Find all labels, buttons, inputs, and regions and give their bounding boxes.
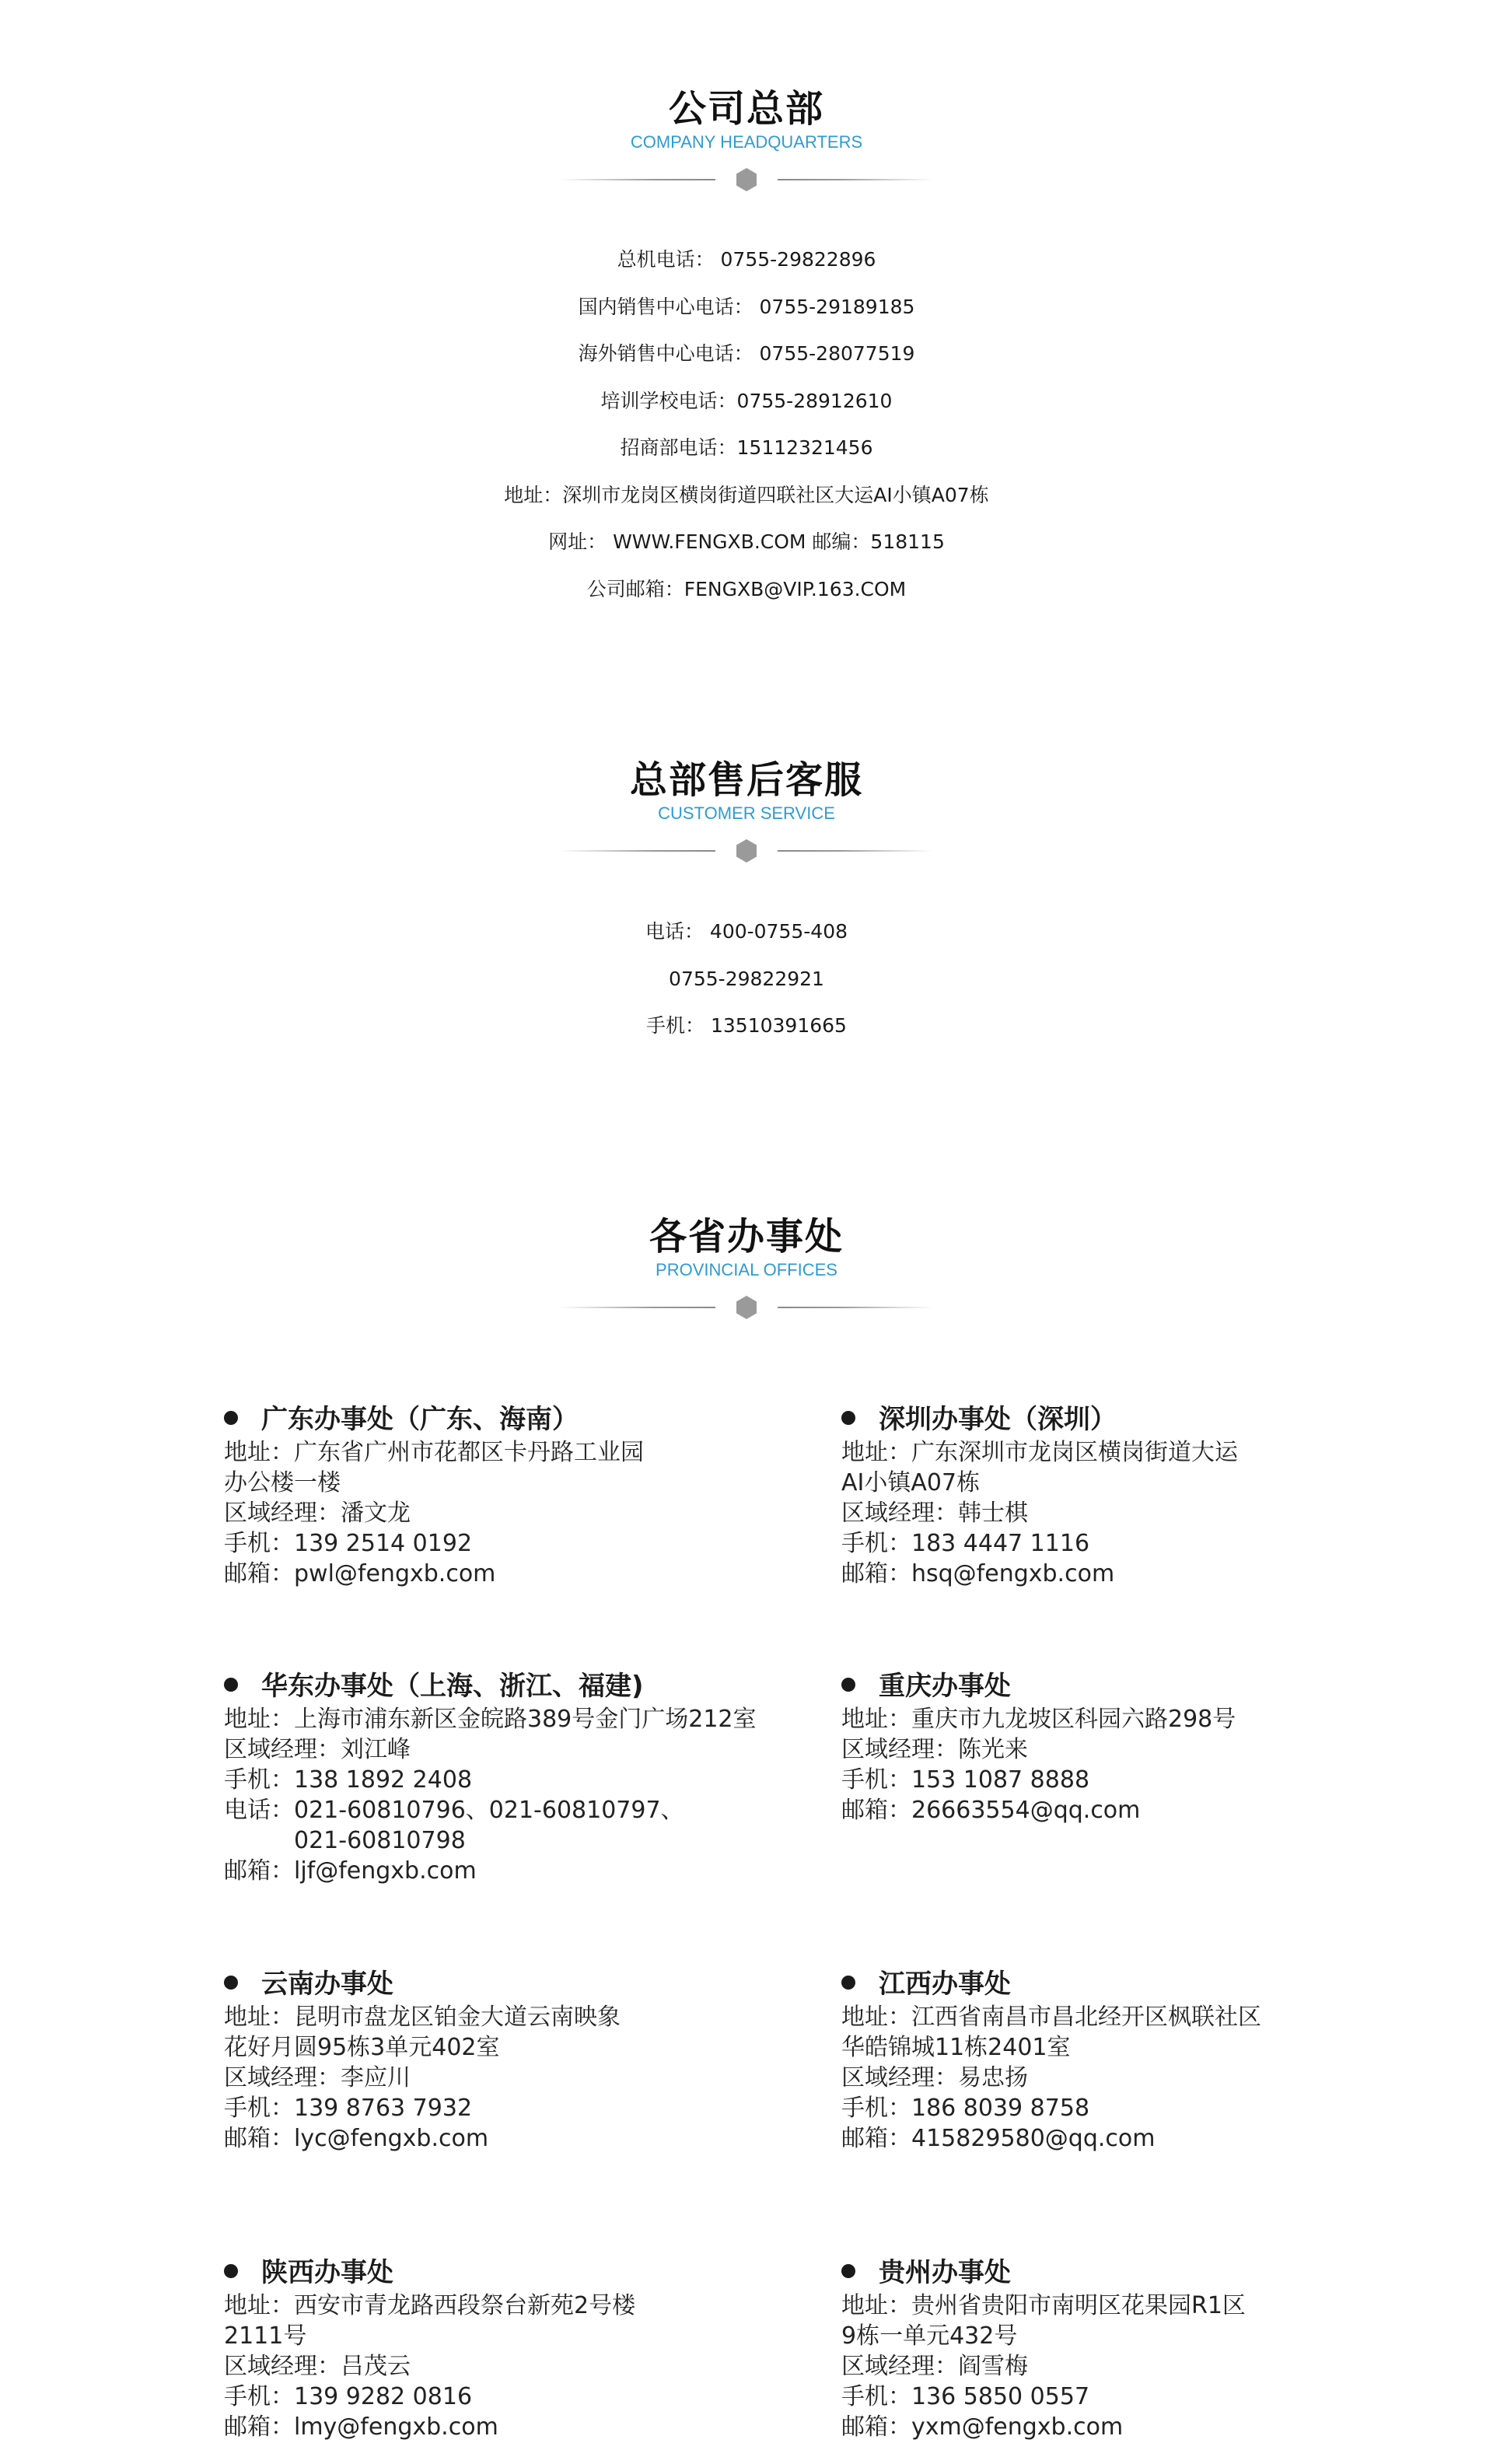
headquarters-subtitle: COMPANY HEADQUARTERS: [630, 132, 863, 152]
office-mobile: 手机：138 1892 2408: [224, 1766, 473, 1794]
hexagon-icon: [736, 168, 757, 191]
office-address-cont: 华皓锦城11栋2401室: [841, 2034, 1071, 2061]
bullet-icon: [224, 2264, 238, 2278]
service-title: 总部售后客服: [629, 758, 863, 802]
headquarters-header: [0, 87, 1493, 191]
divider-line-left: [560, 179, 715, 180]
office-name: 江西办事处: [841, 1966, 1432, 2002]
office-address: 地址：西安市青龙路西段祭台新苑2号楼: [224, 2292, 636, 2319]
hq-email: 公司邮箱：FENGXB@VIP.163.COM: [586, 577, 907, 600]
office-manager: 区域经理：易忠扬: [841, 2064, 1028, 2091]
office-name: 深圳办事处（深圳）: [841, 1402, 1432, 1437]
bullet-icon: [841, 1976, 855, 1990]
service-header: [0, 758, 1493, 863]
office-email: 邮箱：lmy@fengxb.com: [224, 2413, 498, 2441]
provincial-header: [0, 1215, 1493, 1319]
office-phone: 电话：021-60810796、021-60810797、: [224, 1797, 684, 1824]
office-name: 陕西办事处: [224, 2255, 815, 2291]
office-mobile: 手机：186 8039 8758: [841, 2095, 1090, 2122]
office-address: 地址：贵州省贵阳市南明区花果园R1区: [841, 2292, 1246, 2319]
office-name: 云南办事处: [224, 1966, 815, 2002]
divider-line-right: [778, 179, 933, 180]
office-address: 地址：昆明市盘龙区铂金大道云南映象: [224, 2004, 621, 2031]
provincial-title: 各省办事处: [649, 1215, 844, 1258]
office-card-shenzhen: [841, 1402, 1432, 1589]
office-address: 地址：广东省广州市花都区卡丹路工业园: [224, 1439, 644, 1466]
divider-line-left: [560, 1307, 715, 1308]
hq-investment-phone: 招商部电话：15112321456: [620, 436, 873, 459]
office-card-east-china: [224, 1668, 815, 1886]
office-mobile: 手机：139 9282 0816: [224, 2383, 473, 2410]
office-phone-cont: 021-60810798: [294, 1827, 466, 1854]
hq-address: 地址：深圳市龙岗区横岗街道四联社区大运AI小镇A07栋: [504, 483, 989, 506]
office-address-cont: 花好月圆95栋3单元402室: [224, 2034, 500, 2061]
bullet-icon: [841, 1678, 855, 1692]
office-card-yunnan: [224, 1966, 815, 2154]
office-mobile: 手机：153 1087 8888: [841, 1766, 1090, 1794]
office-address: 地址：上海市浦东新区金皖路389号金门广场212室: [224, 1706, 757, 1733]
divider-line-left: [560, 850, 715, 852]
bullet-icon: [841, 2264, 855, 2278]
hq-training-school-phone: 培训学校电话：0755-28912610: [600, 389, 893, 412]
office-email: 邮箱：ljf@fengxb.com: [224, 1857, 477, 1885]
section-divider: [560, 1296, 933, 1319]
hq-overseas-sales-phone: 海外销售中心电话： 0755-28077519: [578, 342, 915, 365]
bullet-icon: [841, 1411, 855, 1425]
bullet-icon: [224, 1411, 238, 1425]
service-contact-list: [0, 908, 1493, 1050]
hexagon-icon: [736, 1296, 757, 1319]
office-address: 地址：江西省南昌市昌北经开区枫联社区: [841, 2004, 1261, 2031]
office-name: 重庆办事处: [841, 1668, 1432, 1704]
office-address: 地址：重庆市九龙坡区科园六路298号: [841, 1706, 1236, 1733]
service-phone: 0755-29822921: [669, 967, 824, 990]
office-manager: 区域经理：陈光来: [841, 1736, 1028, 1763]
bullet-icon: [224, 1976, 238, 1990]
service-hotline: 电话： 400-0755-408: [645, 920, 848, 943]
headquarters-contact-list: [0, 236, 1493, 613]
office-name: 贵州办事处: [841, 2255, 1432, 2291]
office-card-jiangxi: [841, 1966, 1432, 2154]
office-manager: 区域经理：阎雪梅: [841, 2353, 1028, 2380]
office-address-cont: 2111号: [224, 2322, 307, 2350]
office-card-chongqing: [841, 1668, 1432, 1825]
office-email: 邮箱：pwl@fengxb.com: [224, 1560, 496, 1587]
office-manager: 区域经理：吕茂云: [224, 2353, 411, 2380]
office-mobile: 手机：139 8763 7932: [224, 2095, 473, 2122]
office-card-guangdong: [224, 1402, 815, 1589]
office-mobile: 手机：136 5850 0557: [841, 2383, 1090, 2410]
divider-line-right: [778, 850, 933, 852]
office-mobile: 手机：183 4447 1116: [841, 1530, 1090, 1557]
office-mobile: 手机：139 2514 0192: [224, 1530, 473, 1557]
office-email: 邮箱：hsq@fengxb.com: [841, 1560, 1115, 1587]
headquarters-title: 公司总部: [668, 87, 824, 131]
office-address-cont: 9栋一单元432号: [841, 2322, 1018, 2350]
service-subtitle: CUSTOMER SERVICE: [658, 803, 835, 823]
office-email: 邮箱：lyc@fengxb.com: [224, 2125, 489, 2152]
office-name: 广东办事处（广东、海南）: [224, 1402, 815, 1437]
service-mobile: 手机： 13510391665: [646, 1014, 847, 1037]
divider-line-right: [778, 1307, 933, 1308]
office-address-cont: 办公楼一楼: [224, 1469, 341, 1496]
hq-website-postcode: 网址： WWW.FENGXB.COM 邮编：518115: [548, 530, 945, 553]
office-email: 邮箱：415829580@qq.com: [841, 2125, 1156, 2152]
provincial-subtitle: PROVINCIAL OFFICES: [656, 1260, 837, 1279]
office-email: 邮箱：yxm@fengxb.com: [841, 2413, 1124, 2441]
section-divider: [560, 839, 933, 863]
hexagon-icon: [736, 839, 757, 863]
office-address-cont: AI小镇A07栋: [841, 1469, 981, 1496]
office-address: 地址：广东深圳市龙岗区横岗街道大运: [841, 1439, 1238, 1466]
office-manager: 区域经理：李应川: [224, 2064, 411, 2091]
bullet-icon: [224, 1678, 238, 1692]
office-manager: 区域经理：韩士棋: [841, 1500, 1028, 1527]
office-name: 华东办事处（上海、浙江、福建): [224, 1668, 815, 1704]
hq-domestic-sales-phone: 国内销售中心电话： 0755-29189185: [578, 295, 915, 318]
office-card-guizhou: [841, 2255, 1432, 2442]
hq-switchboard-phone: 总机电话： 0755-29822896: [617, 248, 876, 271]
office-manager: 区域经理：刘江峰: [224, 1736, 411, 1763]
section-divider: [560, 168, 933, 191]
office-email: 邮箱：26663554@qq.com: [841, 1797, 1141, 1824]
office-card-shaanxi: [224, 2255, 815, 2442]
office-manager: 区域经理：潘文龙: [224, 1500, 411, 1527]
